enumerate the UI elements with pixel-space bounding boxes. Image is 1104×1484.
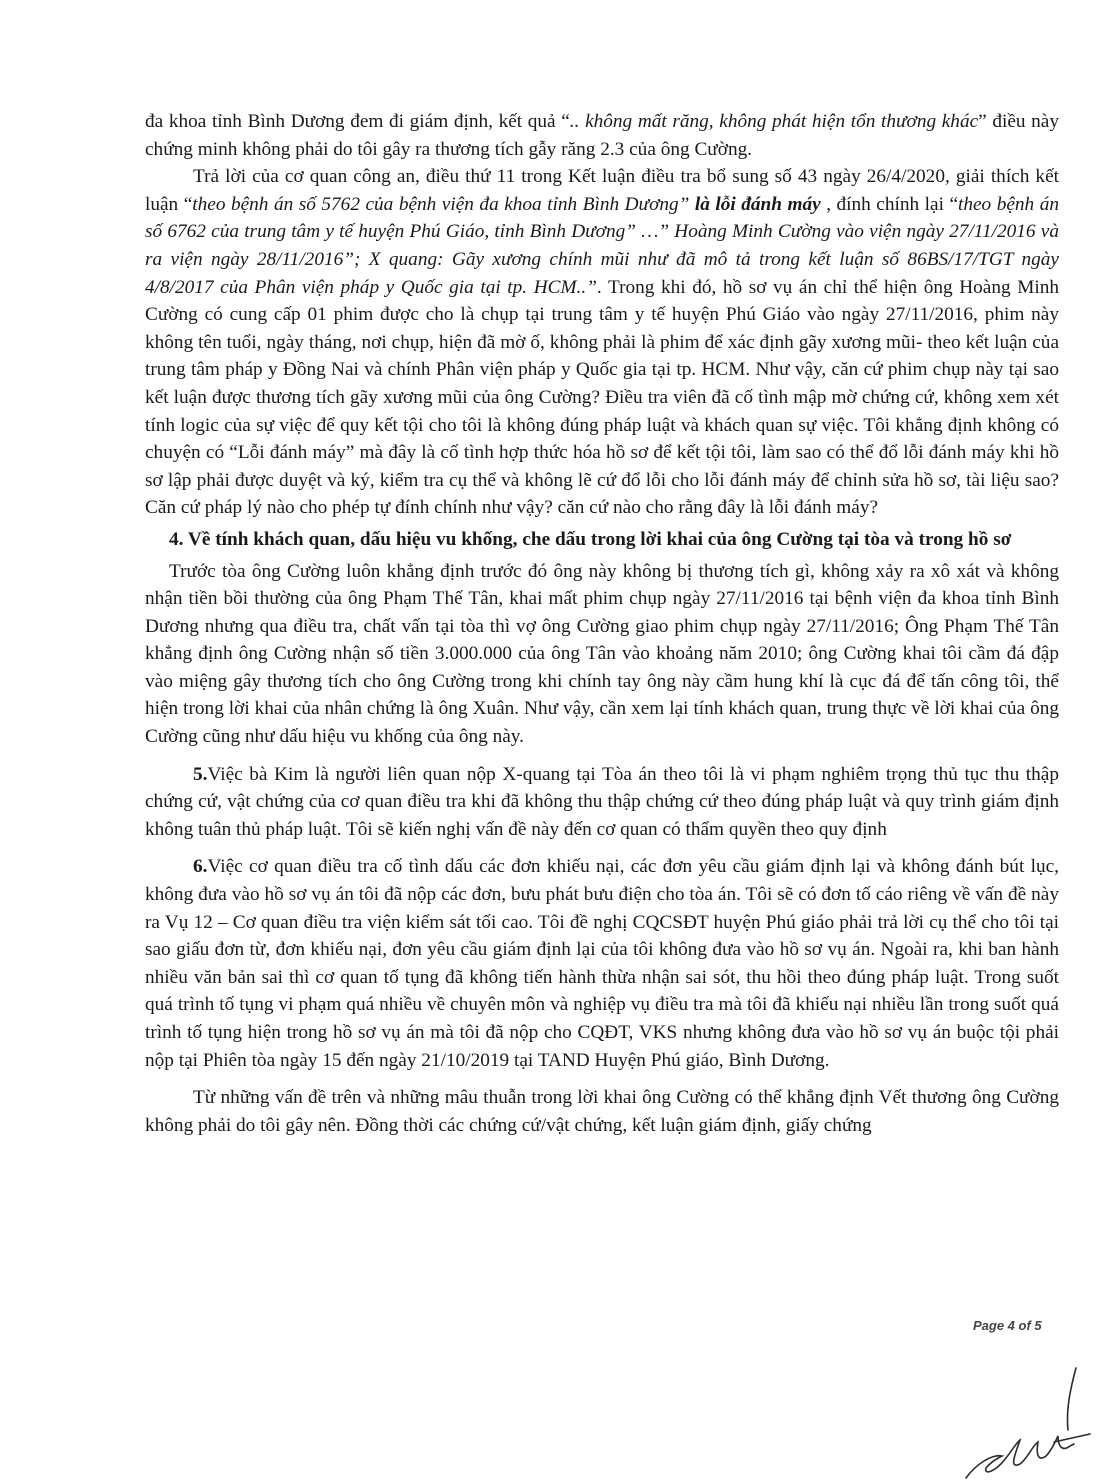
text-run: đa khoa tỉnh Bình Dương đem đi giám định, kết quả “ [145, 111, 570, 132]
text-run: Việc cơ quan điều tra cố tình dấu các đơn khiếu nại, các đơn yêu cầu giám định lại và không đánh bút lục, không đưa vào hồ sơ vụ án tôi đã nộp các đơn, bưu phát bưu điện cho tòa án. Tôi sẽ có đơn tố cáo riêng về vấn đề này ra Vụ 12 – Cơ quan điều tra viện kiểm sát tối cao. Tôi đề nghị CQCSĐT huyện Phú giáo phải trả lời cụ thể cho tôi tại sao giấu đơn từ, đơn khiếu nại, đơn yêu cầu giám định lại của tôi không đưa vào hồ sơ vụ án. Ngoài ra, khi ban hành nhiều văn bản sai thì cơ quan tố tụng đã không tiến hành thừa nhận sai sót, thu hồi theo đúng pháp luật. Trong suốt quá trình tố tụng vi phạm quá nhiều về chuyên môn và nghiệp vụ điều tra mà tôi đã khiếu nại nhiều lần trong suốt quá trình tố tụng hiện trong hồ sơ vụ án mà tôi đã nộp cho CQĐT, VKS nhưng không đưa vào hồ sơ vụ án buộc tội phải nộp tại Phiên tòa ngày 15 đến ngày 21/10/2019 tại TAND Huyện Phú giáo, Bình Dương. [145, 856, 1059, 1071]
paragraph-section-4: Trước tòa ông Cường luôn khẳng định trước đó ông này không bị thương tích gì, không xảy ra xô xát và không nhận tiền bồi thường của ông Phạm Thế Tân, khai mất phim chụp ngày 27/11/2016 tại bệnh viện đa khoa tỉnh Bình Dương nhưng qua điều tra, chất vấn tại tòa thì vợ ông Cường giao phim chụp ngày 27/11/2016; Ông Phạm Thế Tân khẳng định ông Cường nhận số tiền 3.000.000 của ông Tân vào khoảng năm 2010; ông Cường khai tôi cầm đá đập vào miệng gây thương tích cho ông Cường trong khi chính tay ông này cầm hung khí là cục đá để tấn công tôi, thể hiện trong lời khai của nhân chứng là ông Xuân. Như vậy, cần xem lại tính khách quan, trung thực về lời khai của ông Cường cũng như dấu hiệu vu khống của ông này. [145, 560, 1059, 748]
page-number: Page 4 of 5 [973, 1318, 1042, 1333]
paragraph-continuation [145, 108, 1059, 163]
text-run: ” điều này chứng minh không phải do tôi gây ra thương tích gẫy răng 2.3 của ông Cường. [145, 111, 1059, 160]
paragraph-conclusion: Từ những vấn đề trên và những mâu thuẫn trong lời khai ông Cường có thể khẳng định Vết thương ông Cường không phải do tôi gây nên. Đồng thời các chứng cứ/vật chứng, kết luận giám định, giấy chứng [145, 1087, 1059, 1136]
paragraph-6 [145, 853, 1059, 1074]
italic-quote: theo bệnh án số 6762 của trung tâm y tế huyện Phú Giáo, tỉnh Bình Dương” …” Hoàng Minh Cường vào viện ngày 27/11/2016 và ra viện ngày 28/11/2016”; X quang: Gãy xương chính mũi như đã mô tả trong kết luận số 86BS/17/TGT ngày 4/8/2017 của Phân viện pháp y Quốc gia tại tp. HCM..” [145, 193, 1059, 298]
italic-quote: theo bệnh án số 5762 của bệnh viện đa khoa tỉnh Bình Dương” [192, 193, 690, 215]
italic-quote: .. không mất răng, không phát hiện tổn thương khác [569, 111, 979, 132]
item-number: 5. [193, 763, 208, 785]
item-number: 6. [193, 856, 208, 878]
section-heading-4: 4. Về tính khách quan, dấu hiệu vu khống, che dấu trong lời khai của ông Cường tại tòa và trong hồ sơ [169, 528, 1012, 550]
text-run: Việc bà Kim là người liên quan nộp X-quang tại Tòa án theo tôi là vi phạm nghiêm trọng thủ tục thu thập chứng cứ, vật chứng của cơ quan điều tra khi đã không thu thập chứng cứ theo đúng pháp luật và quy trình giám định không tuân thủ pháp luật. Tôi sẽ kiến nghị vấn đề này đến cơ quan có thẩm quyền theo quy định [145, 763, 1059, 840]
text-run: , đính chính lại “ [820, 193, 958, 215]
paragraph-5 [145, 761, 1059, 844]
text-run: Trả lời của cơ quan công an, điều thứ 11 trong Kết luận điều tra bổ sung số 43 ngày 26/4/2020, giải thích kết luận “ [145, 166, 1059, 215]
document-body [145, 108, 1059, 1139]
text-run: . Trong khi đó, hồ sơ vụ án chỉ thể hiện ông Hoàng Minh Cường có cung cấp 01 phim được cho là chụp tại trung tâm y tế huyện Phú Giáo vào ngày 27/11/2016, phim này không tên tuổi, ngày tháng, nơi chụp, hiện đã mờ ố, không phải là phim để xác định gãy xương mũi- theo kết luận của trung tâm pháp y Đồng Nai và chính Phân viện pháp y Quốc gia tại tp. HCM. Như vậy, căn cứ phim chụp này tại sao kết luận được thương tích gãy xương mũi của ông Cường? Điều tra viên đã cố tình mập mờ chứng cứ, không xem xét tính logic của sự việc để quy kết tội cho tôi là không đúng pháp luật và khách quan sự việc. Tôi khẳng định không có chuyện có “Lỗi đánh máy” mà đây là cố tình hợp thức hóa hồ sơ để kết tội tôi, làm sao có thể đổ lỗi đánh máy khi hồ sơ lập phải được duyệt và ký, kiểm tra cụ thể và không lẽ cứ đổ lỗi cho lỗi đánh máy để chỉnh sửa hồ sơ, tài liệu sao? Căn cứ pháp lý nào cho phép tự đính chính như vậy? căn cứ nào cho rằng đây là lỗi đánh máy? [145, 276, 1059, 519]
paragraph-police-answer [145, 163, 1059, 522]
signature-icon [958, 1360, 1098, 1484]
bold-italic-phrase: là lỗi đánh máy [689, 193, 821, 215]
